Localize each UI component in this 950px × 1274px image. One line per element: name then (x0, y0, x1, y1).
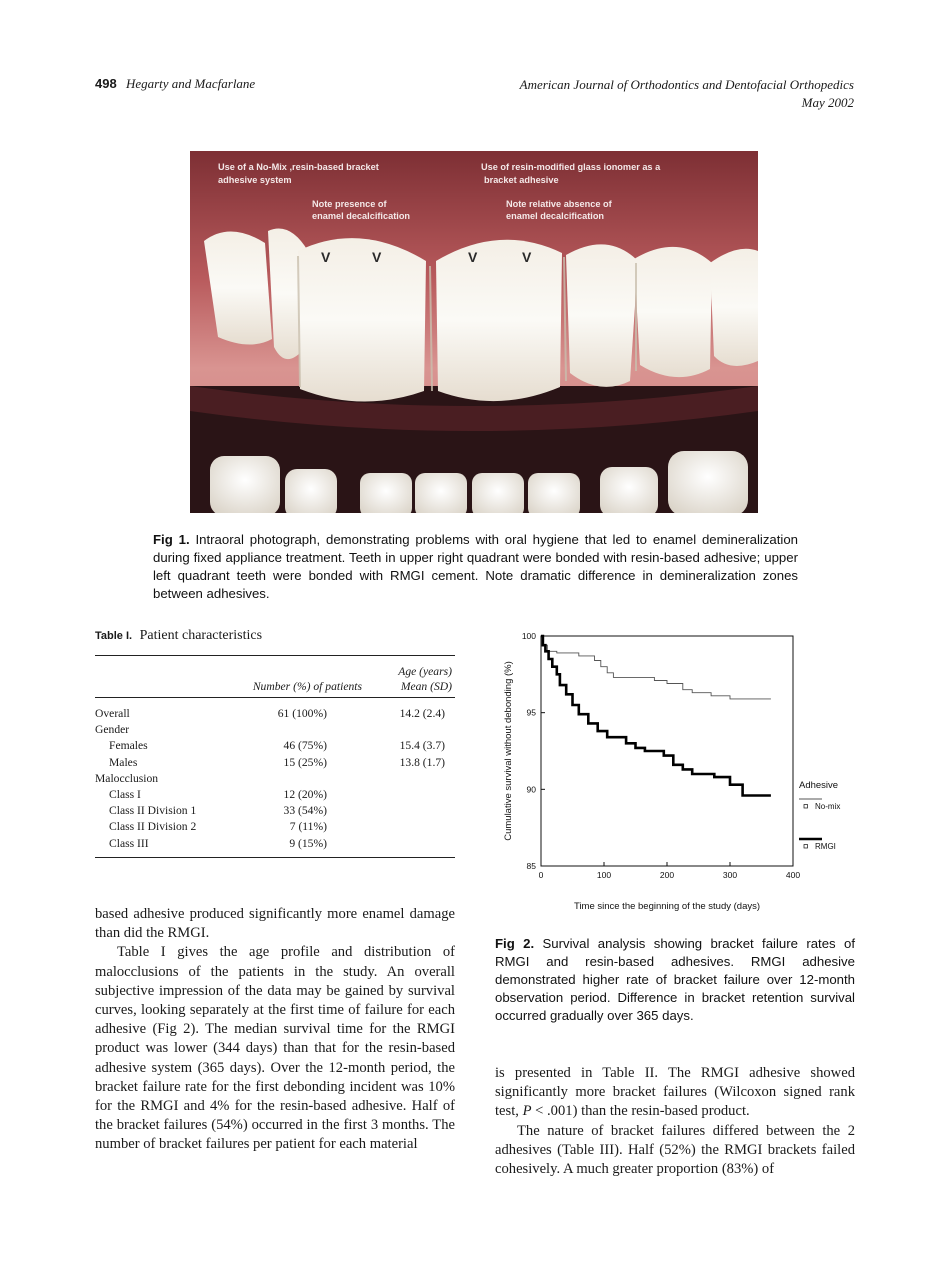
y-tick-label: 95 (526, 707, 536, 718)
table-cell-patients: 12 (20%) (283, 788, 327, 801)
figure-2-caption (495, 935, 855, 1025)
table-row (95, 804, 455, 820)
table-cell-age: 15.4 (3.7) (399, 739, 445, 753)
running-header-left (95, 76, 255, 92)
photo-label-right-title-2: bracket adhesive (484, 175, 559, 185)
series-line-no-mix (541, 636, 771, 699)
survival-chart (490, 625, 855, 925)
figure-2-caption-text: Survival analysis showing bracket failure rates of RMGI and resin-based adhesives. RMGI adhesive demonstrated higher rate of bracket failure over 12-month observation period. Difference in bracket retention survival occurred gradually over 365 days. (495, 936, 855, 1023)
body-paragraph: Table I gives the age profile and distribution of malocclusions of the patients in the study. An overall subjective impression of the data may be gained by survival curves, looking separately at the first time of failure for each adhesive (Fig 2). The median survival time for the RMGI product was lower (344 days) than that for the resin-based adhesive system (365 days). Over the 12-month period, the bracket failure rate for the first debonding incident was 10% for the RMGI and 4% for the resin-based adhesive. Half of the bracket failures (54%) occurred in the first 3 months. The number of bracket failures per patient for each material (95, 944, 455, 1153)
body-paragraph: The nature of bracket failures differed between the 2 adhesives (Table III). Half (52%) the RMGI brackets failed cohesively. A much greater proportion (83%) of (495, 1122, 855, 1178)
journal-issue: May 2002 (801, 95, 854, 110)
table-cell-label: Class I (109, 788, 141, 801)
y-tick-label: 100 (521, 631, 536, 641)
legend-marker (804, 845, 808, 849)
x-tick-label: 300 (722, 870, 738, 880)
table-cell-patients: 15 (25%) (283, 755, 327, 769)
table-col-header-patients: Number (%) of patients (252, 680, 362, 693)
table-cell-patients: 46 (75%) (283, 739, 327, 753)
photo-label-left-title-1: Use of a No-Mix ,resin-based bracket (218, 162, 379, 172)
series-line-rmgi (541, 636, 771, 796)
x-tick-label: 0 (538, 870, 544, 880)
table-cell-label: Class III (109, 836, 149, 850)
photo-label-right-title-1: Use of resin-modified glass ionomer as a (481, 162, 661, 172)
table-row (95, 788, 455, 804)
table-row (95, 820, 455, 836)
table-row (95, 707, 455, 723)
legend-label: RMGI (815, 842, 836, 851)
intraoral-photograph (190, 151, 758, 513)
table-cell-patients: 33 (54%) (283, 804, 327, 818)
table-col-header-age-line-2: Mean (SD) (400, 680, 452, 693)
decalcification-marker: V (321, 249, 331, 265)
body-column-right (495, 1064, 855, 1179)
decalcification-marker: V (468, 249, 478, 265)
table-cell-label: Class II Division 2 (109, 820, 197, 834)
survival-chart-svg (490, 625, 855, 925)
legend-marker (804, 805, 808, 809)
p-value-symbol: P (522, 1103, 532, 1120)
figure-1-caption-label: Fig 1. (153, 532, 190, 547)
table-header-rule (95, 697, 455, 698)
legend-title: Adhesive (799, 780, 839, 791)
table-cell-patients: 61 (100%) (277, 707, 327, 720)
table-row (95, 772, 455, 788)
x-tick-label: 100 (596, 870, 612, 880)
photo-label-left-note-1: Note presence of (312, 199, 387, 209)
table-cell-age: 14.2 (2.4) (399, 707, 445, 720)
figure-2-caption-label: Fig 2. (495, 936, 535, 951)
figure-1-caption (153, 531, 798, 603)
header-authors: Hegarty and Macfarlane (125, 76, 256, 91)
page-number: 498 (95, 76, 117, 91)
table-bottom-rule (95, 857, 455, 858)
photo-label-left-note-2: enamel decalcification (312, 211, 411, 221)
x-tick-label: 400 (785, 870, 801, 880)
journal-name: American Journal of Orthodontics and Dentofacial Orthopedics (519, 77, 854, 92)
photo-label-right-note-1: Note relative absence of (506, 199, 612, 209)
body-paragraph (495, 1064, 855, 1122)
table-row (95, 837, 455, 853)
table-top-rule (95, 655, 455, 656)
plot-frame (541, 636, 793, 866)
table-cell-label: Overall (95, 707, 130, 720)
table-cell-label: Females (109, 739, 148, 753)
table-row (95, 756, 455, 772)
decalcification-marker: V (372, 249, 382, 265)
table-col-header-age (365, 664, 452, 694)
body-column-left (95, 905, 455, 1155)
table-cell-age: 13.8 (1.7) (399, 755, 445, 769)
table-cell-patients: 9 (15%) (289, 836, 327, 850)
table-cell-label: Gender (95, 723, 130, 737)
table-1-caption: Patient characteristics (139, 628, 263, 643)
table-row (95, 723, 455, 739)
table-cell-label: Malocclusion (95, 771, 159, 785)
table-1-title (95, 628, 262, 644)
running-header-right (520, 76, 854, 112)
photo-illustration (190, 151, 758, 513)
table-cell-label: Class II Division 1 (109, 804, 197, 818)
y-tick-label: 85 (526, 861, 536, 871)
photo-label-right-note-2: enamel decalcification (506, 211, 605, 221)
body-paragraph: based adhesive produced significantly more enamel damage than did the RMGI. (95, 906, 455, 942)
decalcification-marker: V (522, 249, 532, 265)
figure-1-caption-text: Intraoral photograph, demonstrating problems with oral hygiene that led to enamel demineralization during fixed appliance treatment. Teeth in upper right quadrant were bonded with resin-based adhesive; upper left quadrant teeth were bonded with RMGI cement. Note dramatic difference in demineralization zones between adhesives. (153, 532, 799, 601)
x-tick-label: 200 (659, 870, 675, 880)
y-axis-title: Cumulative survival without debonding (%) (503, 661, 514, 841)
table-1-label: Table I. (95, 630, 133, 642)
x-axis-title: Time since the beginning of the study (days) (573, 901, 761, 912)
table-cell-label: Males (109, 755, 138, 769)
photo-label-left-title-2: adhesive system (218, 175, 292, 185)
table-cell-patients: 7 (11%) (289, 820, 327, 834)
table-col-header-age-line-1: Age (years) (398, 665, 452, 678)
y-tick-label: 90 (526, 784, 536, 795)
body-text: < .001) than the resin-based product. (531, 1103, 750, 1120)
legend-label: No-mix (815, 802, 841, 811)
body-text: is presented in Table II. The RMGI adhesive showed significantly more bracket failures (Wilcoxon signed rank test, (495, 1065, 855, 1120)
table-row (95, 739, 455, 755)
